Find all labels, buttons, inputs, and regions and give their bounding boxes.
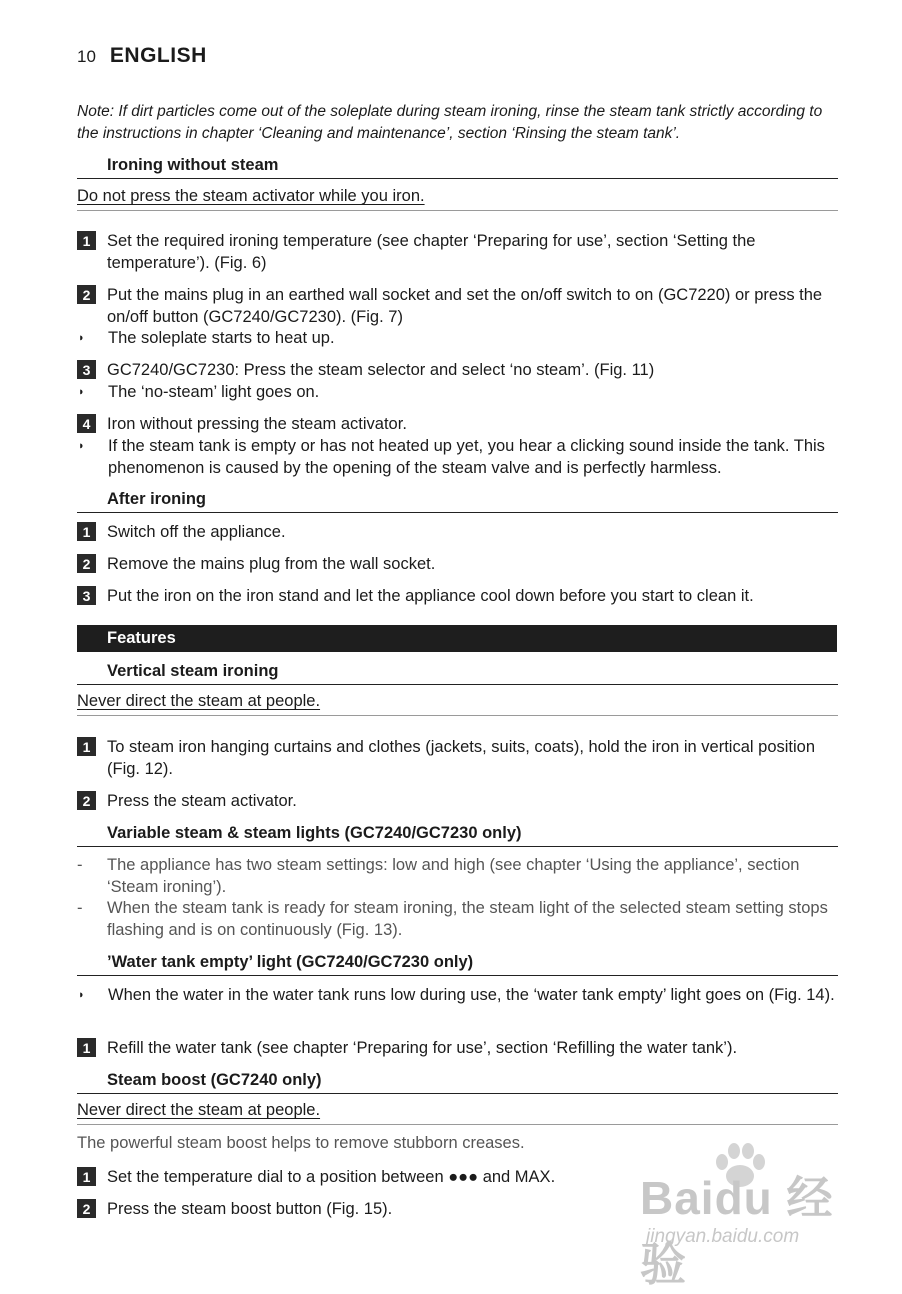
- step-item: 4 Iron without pressing the steam activator.: [77, 413, 839, 435]
- section-heading-variable-steam: Variable steam & steam lights (GC7240/GC7230 only): [77, 822, 838, 847]
- result-arrow-icon: ◗: [78, 440, 85, 452]
- step-item: 2 Press the steam activator.: [77, 790, 839, 812]
- steam-boost-intro: The powerful steam boost helps to remove stubborn creases.: [77, 1134, 525, 1152]
- baidu-watermark: [640, 1140, 850, 1290]
- step-item: 1 Refill the water tank (see chapter ‘Preparing for use’, section ‘Refilling the water tank’).: [77, 1037, 839, 1059]
- section-heading-vertical-steam: Vertical steam ironing: [77, 660, 838, 685]
- warning-steam-people: Never direct the steam at people.: [77, 690, 838, 716]
- step-number: 3: [77, 360, 96, 379]
- section-heading-after-ironing: After ironing: [77, 488, 838, 513]
- result-item: ◗ When the water in the water tank runs low during use, the ‘water tank empty’ light goes on (Fig. 14).: [78, 986, 835, 1004]
- step-number: 1: [77, 1038, 96, 1057]
- step-number: 2: [77, 285, 96, 304]
- warning-no-steam-activator: Do not press the steam activator while you iron.: [77, 185, 838, 211]
- step-number: 1: [77, 1167, 96, 1186]
- language-title: ENGLISH: [109, 44, 207, 67]
- result-item: ◗ If the steam tank is empty or has not heated up yet, you hear a clicking sound inside the tank. This phenomenon is caused by the opening of the steam valve and is perfectly harmless.: [78, 437, 825, 477]
- step-item: 1 Set the temperature dial to a position between ●●● and MAX.: [77, 1166, 839, 1188]
- warning-steam-people: Never direct the steam at people.: [77, 1099, 838, 1125]
- step-item: 2 Remove the mains plug from the wall socket.: [77, 553, 839, 575]
- step-number: 4: [77, 414, 96, 433]
- result-item: ◗ The ‘no-steam’ light goes on.: [78, 383, 320, 401]
- note-text: Note: If dirt particles come out of the soleplate during steam ironing, rinse the steam tank strictly according to the instructions in chapter ‘Cleaning and maintenance’, section ‘Rinsing the steam tank’.: [77, 103, 823, 142]
- step-number: 1: [77, 737, 96, 756]
- step-number: 3: [77, 586, 96, 605]
- step-number: 2: [77, 791, 96, 810]
- watermark-brand: Baidu 经验: [640, 1172, 834, 1290]
- watermark-url: jingyan.baidu.com: [646, 1226, 800, 1247]
- section-heading-ironing-without-steam: Ironing without steam: [77, 154, 838, 179]
- result-arrow-icon: ◗: [78, 989, 85, 1001]
- step-number: 2: [77, 554, 96, 573]
- step-item: 1 Set the required ironing temperature (see chapter ‘Preparing for use’, section ‘Setting the temperature’). (Fig. 6): [77, 230, 839, 274]
- step-item: 2 Put the mains plug in an earthed wall socket and set the on/off switch to on (GC7220) or press the on/off button (GC7240/GC7230). (Fig. 7): [77, 284, 839, 328]
- step-number: 1: [77, 231, 96, 250]
- section-heading-water-tank-empty: ’Water tank empty’ light (GC7240/GC7230 only): [77, 951, 838, 976]
- chapter-heading-features: Features: [77, 625, 837, 652]
- step-item: 2 Press the steam boost button (Fig. 15).: [77, 1198, 839, 1220]
- step-number: 2: [77, 1199, 96, 1218]
- section-heading-steam-boost: Steam boost (GC7240 only): [77, 1069, 838, 1094]
- step-item: 1 To steam iron hanging curtains and clothes (jackets, suits, coats), hold the iron in vertical position (Fig. 12).: [77, 736, 839, 780]
- step-item: 3 GC7240/GC7230: Press the steam selector and select ‘no steam’. (Fig. 11): [77, 359, 839, 381]
- page-header: [77, 44, 207, 68]
- step-number: 1: [77, 522, 96, 541]
- page-number: 10: [77, 47, 96, 66]
- result-arrow-icon: ◗: [78, 332, 85, 344]
- step-item: 3 Put the iron on the iron stand and let the appliance cool down before you start to clean it.: [77, 585, 839, 607]
- result-arrow-icon: ◗: [78, 386, 85, 398]
- step-item: 1 Switch off the appliance.: [77, 521, 839, 543]
- list-item: - When the steam tank is ready for steam ironing, the steam light of the selected steam setting stops flashing and is on continuously (Fig. 13).: [77, 899, 828, 939]
- list-item: - The appliance has two steam settings: low and high (see chapter ‘Using the appliance’, section ‘Steam ironing’).: [77, 856, 800, 896]
- result-item: ◗ The soleplate starts to heat up.: [78, 329, 335, 347]
